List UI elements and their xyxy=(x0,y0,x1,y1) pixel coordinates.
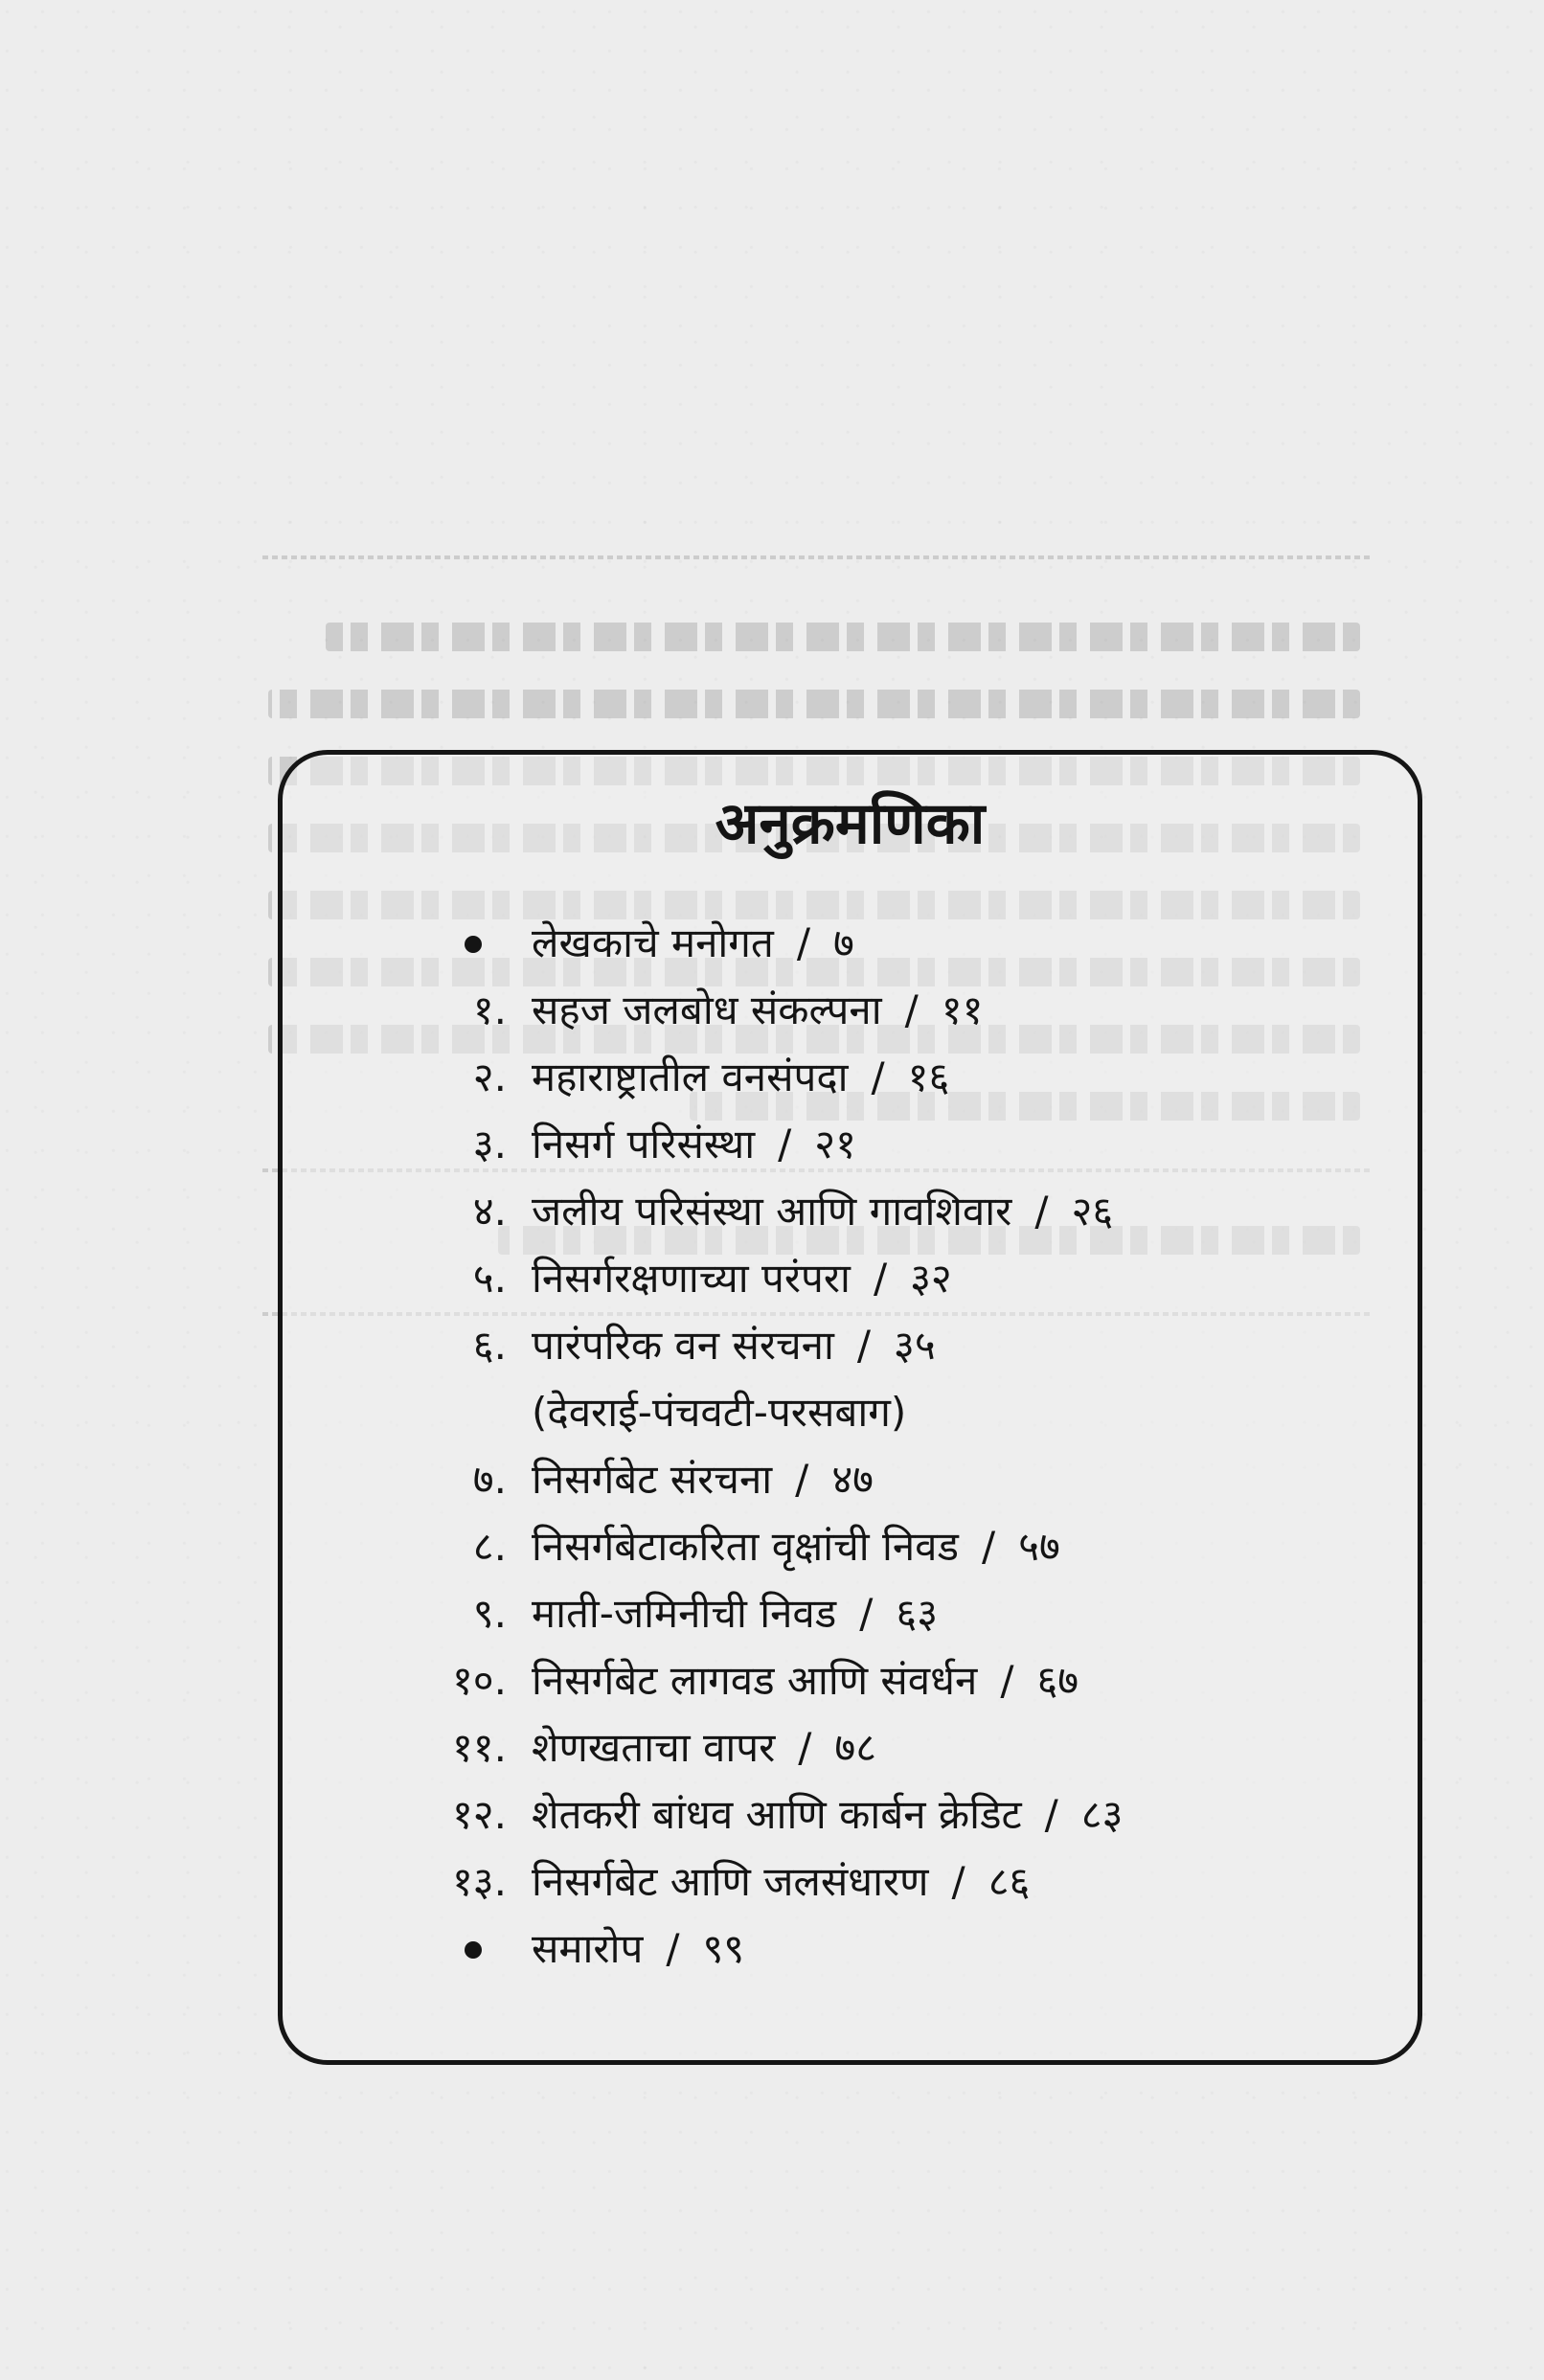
toc-entry-page: ५७ xyxy=(1018,1523,1060,1570)
toc-entry xyxy=(472,1518,1060,1575)
toc-entry-number: २. xyxy=(472,1054,507,1100)
toc-entry-title: शेतकरी बांधव आणि कार्बन क्रेडिट xyxy=(532,1791,1022,1838)
toc-entry-separator: / xyxy=(873,1255,888,1302)
toc-entry-page: ९९ xyxy=(702,1925,745,1972)
toc-entry-number: १३. xyxy=(451,1858,507,1905)
toc-entry-separator: / xyxy=(1000,1657,1014,1704)
toc-entry-page: ३२ xyxy=(910,1255,952,1302)
toc-entry-title: शेणखताचा वापर xyxy=(532,1724,776,1771)
toc-entry xyxy=(451,1652,1079,1710)
toc-entry-separator: / xyxy=(778,1121,792,1167)
toc-entry-number: १. xyxy=(472,986,507,1033)
toc-entry-number: ८. xyxy=(472,1523,507,1570)
toc-entry xyxy=(472,1116,856,1173)
toc-entry-page: ११ xyxy=(941,986,984,1033)
toc-entry-separator: / xyxy=(796,919,811,966)
toc-entry-number: १२. xyxy=(451,1791,507,1838)
toc-entry-page: ६३ xyxy=(896,1590,939,1637)
toc-entry-separator: / xyxy=(859,1590,874,1637)
toc-entry-separator: / xyxy=(871,1054,885,1100)
toc-entry-separator: / xyxy=(798,1724,812,1771)
toc-entry-number: ३. xyxy=(472,1121,507,1167)
toc-entry xyxy=(472,1585,939,1643)
toc-entry-page: २६ xyxy=(1071,1188,1114,1235)
toc-entry-separator: / xyxy=(795,1456,809,1503)
toc-entry-separator: / xyxy=(1034,1188,1049,1235)
toc-entry-number: ६. xyxy=(472,1322,507,1369)
toc-entry-page: ७ xyxy=(833,919,854,966)
toc-entry-page: ८६ xyxy=(988,1858,1031,1905)
toc-entry-title: निसर्गबेट आणि जलसंधारण xyxy=(532,1858,929,1905)
toc-entry xyxy=(451,1853,1031,1911)
toc-entry-page: ४७ xyxy=(831,1456,874,1503)
toc-entry xyxy=(472,1451,874,1508)
toc-entry-title: लेखकाचे मनोगत xyxy=(532,919,774,966)
toc-entry-title: निसर्ग परिसंस्था xyxy=(532,1121,756,1167)
toc-entry xyxy=(472,1183,1114,1240)
toc-entry xyxy=(451,1719,877,1777)
toc-entry-title: समारोप xyxy=(532,1925,644,1972)
toc-entry-title: (देवराई-पंचवटी-परसबाग) xyxy=(532,1389,907,1436)
toc-entry-number: ११. xyxy=(451,1724,507,1771)
toc-entry-separator: / xyxy=(666,1925,680,1972)
toc-entry xyxy=(472,1049,950,1106)
toc-entry-title: निसर्गबेट लागवड आणि संवर्धन xyxy=(532,1657,978,1704)
toc-entry-separator: / xyxy=(1044,1791,1058,1838)
toc-entry xyxy=(472,982,984,1039)
toc-entry xyxy=(532,915,854,972)
bullet-icon xyxy=(465,936,482,953)
toc-entry xyxy=(532,1384,906,1441)
toc-entry xyxy=(472,1250,952,1307)
toc-entry xyxy=(451,1786,1124,1844)
toc-entry-title: माती-जमिनीची निवड xyxy=(532,1590,837,1637)
toc-entry-title: सहज जलबोध संकल्पना xyxy=(532,986,882,1033)
toc-entry-title: निसर्गरक्षणाच्या परंपरा xyxy=(532,1255,851,1302)
toc-entry-title: जलीय परिसंस्था आणि गावशिवार xyxy=(532,1188,1012,1235)
toc-entry-page: २१ xyxy=(814,1121,856,1167)
toc-entry-separator: / xyxy=(856,1322,872,1369)
toc-entry-page: १६ xyxy=(907,1054,950,1100)
toc-entry-separator: / xyxy=(951,1858,965,1905)
toc-entry xyxy=(472,1317,936,1374)
toc-entry-title: महाराष्ट्रातील वनसंपदा xyxy=(532,1054,849,1100)
toc-entry-separator: / xyxy=(904,986,919,1033)
toc-entry-number: १०. xyxy=(451,1657,507,1704)
toc-entry-page: ७८ xyxy=(834,1724,877,1771)
toc-entry-number: ४. xyxy=(472,1188,507,1235)
toc-entry-title: निसर्गबेट संरचना xyxy=(532,1456,773,1503)
toc-entry-title: पारंपरिक वन संरचना xyxy=(532,1322,834,1369)
toc-entry-page: ६७ xyxy=(1036,1657,1079,1704)
toc-entry-number: ५. xyxy=(472,1255,507,1302)
toc-entry-title: निसर्गबेटाकरिता वृक्षांची निवड xyxy=(532,1523,959,1570)
toc-title: अनुक्रमणिका xyxy=(715,790,986,857)
toc-entry-page: ८३ xyxy=(1080,1791,1124,1838)
toc-entry-separator: / xyxy=(982,1523,996,1570)
toc-entry-page: ३५ xyxy=(894,1322,936,1369)
toc-entry-number: ९. xyxy=(472,1590,507,1637)
bullet-icon xyxy=(465,1941,482,1959)
toc-entry-number: ७. xyxy=(472,1456,507,1503)
toc-entry xyxy=(532,1920,744,1978)
